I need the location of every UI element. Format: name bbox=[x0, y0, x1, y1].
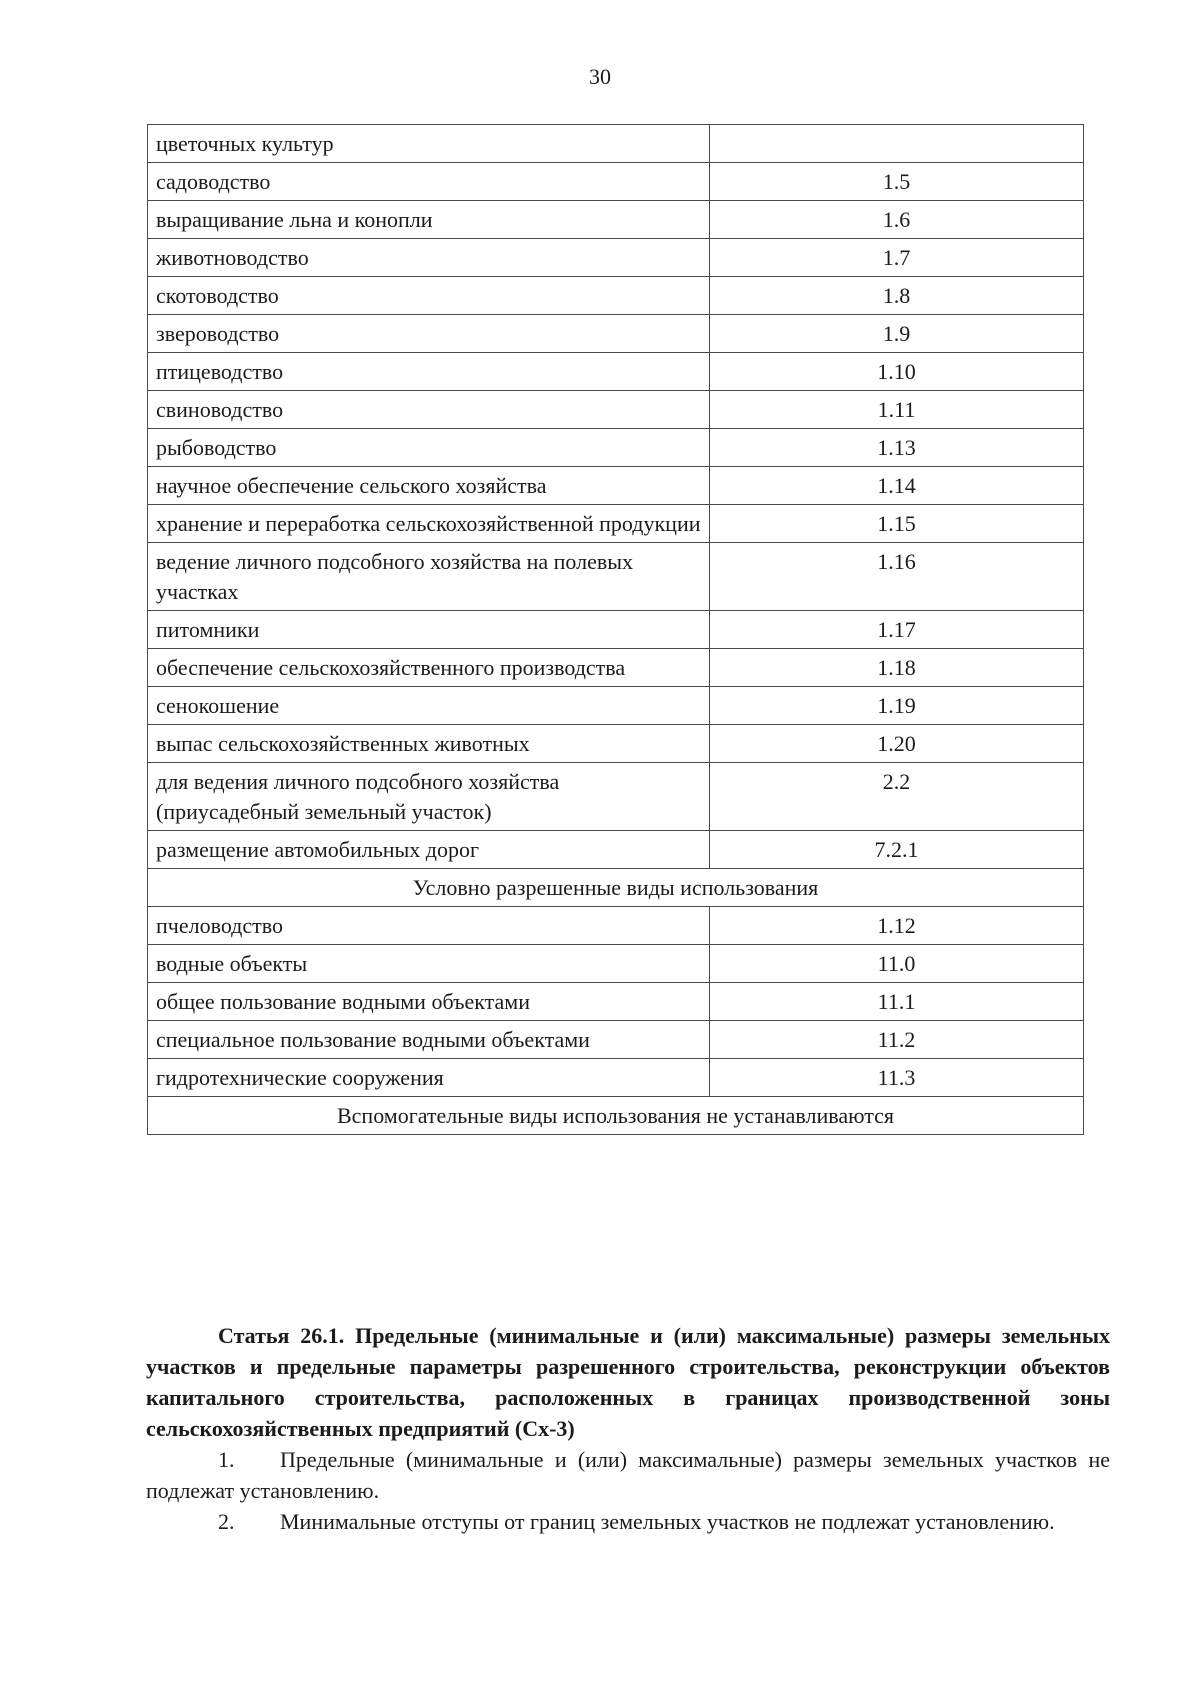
use-code-cell: 1.7 bbox=[710, 239, 1084, 277]
table-row bbox=[148, 1021, 1084, 1059]
table-row bbox=[148, 907, 1084, 945]
use-name-cell: для ведения личного подсобного хозяйства (приусадебный земельный участок) bbox=[148, 763, 710, 831]
use-code-cell: 1.5 bbox=[710, 163, 1084, 201]
table-row bbox=[148, 1059, 1084, 1097]
conditional-uses-header-row bbox=[148, 869, 1084, 907]
article-paragraph-1 bbox=[146, 1444, 1110, 1506]
table-row bbox=[148, 163, 1084, 201]
use-name-cell: общее пользование водными объектами bbox=[148, 983, 710, 1021]
use-code-cell: 1.9 bbox=[710, 315, 1084, 353]
use-name-cell: свиноводство bbox=[148, 391, 710, 429]
use-name-cell: хранение и переработка сельскохозяйственной продукции bbox=[148, 505, 710, 543]
use-name-cell: обеспечение сельскохозяйственного производства bbox=[148, 649, 710, 687]
use-code-cell bbox=[710, 125, 1084, 163]
use-name-cell: птицеводство bbox=[148, 353, 710, 391]
use-code-cell: 1.10 bbox=[710, 353, 1084, 391]
table-row bbox=[148, 505, 1084, 543]
table-row bbox=[148, 649, 1084, 687]
use-name-cell: скотоводство bbox=[148, 277, 710, 315]
use-name-cell: научное обеспечение сельского хозяйства bbox=[148, 467, 710, 505]
use-code-cell: 1.17 bbox=[710, 611, 1084, 649]
use-code-cell: 2.2 bbox=[710, 763, 1084, 831]
table-row bbox=[148, 467, 1084, 505]
use-code-cell: 1.12 bbox=[710, 907, 1084, 945]
table-row bbox=[148, 315, 1084, 353]
page-number: 30 bbox=[589, 64, 611, 89]
use-name-cell: рыбоводство bbox=[148, 429, 710, 467]
use-name-cell: гидротехнические сооружения bbox=[148, 1059, 710, 1097]
use-name-cell: размещение автомобильных дорог bbox=[148, 831, 710, 869]
table-row bbox=[148, 125, 1084, 163]
paragraph-text: Минимальные отступы от границ земельных участков не подлежат установлению. bbox=[280, 1509, 1055, 1534]
conditional-uses-header: Условно разрешенные виды использования bbox=[148, 869, 1084, 907]
use-code-cell: 1.15 bbox=[710, 505, 1084, 543]
table-row bbox=[148, 239, 1084, 277]
use-code-cell: 1.13 bbox=[710, 429, 1084, 467]
table-row bbox=[148, 611, 1084, 649]
use-code-cell: 1.20 bbox=[710, 725, 1084, 763]
use-name-cell: выпас сельскохозяйственных животных bbox=[148, 725, 710, 763]
use-name-cell: ведение личного подсобного хозяйства на полевых участках bbox=[148, 543, 710, 611]
use-code-cell: 11.0 bbox=[710, 945, 1084, 983]
table-row bbox=[148, 945, 1084, 983]
use-code-cell: 1.8 bbox=[710, 277, 1084, 315]
use-name-cell: выращивание льна и конопли bbox=[148, 201, 710, 239]
table-row bbox=[148, 353, 1084, 391]
use-code-cell: 7.2.1 bbox=[710, 831, 1084, 869]
table-row bbox=[148, 201, 1084, 239]
table-row bbox=[148, 725, 1084, 763]
use-code-cell: 11.1 bbox=[710, 983, 1084, 1021]
use-code-cell: 1.18 bbox=[710, 649, 1084, 687]
use-code-cell: 1.11 bbox=[710, 391, 1084, 429]
table-row bbox=[148, 831, 1084, 869]
use-name-cell: питомники bbox=[148, 611, 710, 649]
article-26-1 bbox=[146, 1320, 1110, 1537]
table-row bbox=[148, 429, 1084, 467]
use-code-cell: 1.16 bbox=[710, 543, 1084, 611]
article-paragraph-2 bbox=[146, 1506, 1110, 1537]
use-name-cell: сенокошение bbox=[148, 687, 710, 725]
use-code-cell: 11.2 bbox=[710, 1021, 1084, 1059]
table-row bbox=[148, 763, 1084, 831]
use-code-cell: 1.14 bbox=[710, 467, 1084, 505]
use-code-cell: 1.6 bbox=[710, 201, 1084, 239]
article-title: Статья 26.1. Предельные (минимальные и (или) максимальные) размеры земельных участков и предельные параметры разрешенного строительства, реконструкции объектов капитального строительства, расположенных в границах производственной зоны сельскохозяйственных предприятий (Сх-3) bbox=[146, 1323, 1110, 1441]
use-code-cell: 1.19 bbox=[710, 687, 1084, 725]
table-row bbox=[148, 277, 1084, 315]
permitted-uses-rows bbox=[148, 125, 1084, 869]
use-name-cell: садоводство bbox=[148, 163, 710, 201]
use-name-cell: специальное пользование водными объектами bbox=[148, 1021, 710, 1059]
land-use-table bbox=[147, 124, 1084, 1135]
conditional-uses-rows bbox=[148, 907, 1084, 1097]
use-code-cell: 11.3 bbox=[710, 1059, 1084, 1097]
table-row bbox=[148, 687, 1084, 725]
table-row bbox=[148, 543, 1084, 611]
use-name-cell: животноводство bbox=[148, 239, 710, 277]
use-name-cell: водные объекты bbox=[148, 945, 710, 983]
use-name-cell: цветочных культур bbox=[148, 125, 710, 163]
use-name-cell: пчеловодство bbox=[148, 907, 710, 945]
use-name-cell: звероводство bbox=[148, 315, 710, 353]
paragraph-number: 1. bbox=[218, 1447, 235, 1472]
table-row bbox=[148, 983, 1084, 1021]
table-row bbox=[148, 391, 1084, 429]
paragraph-text: Предельные (минимальные и (или) максимальные) размеры земельных участков не подлежат установлению. bbox=[146, 1447, 1110, 1503]
auxiliary-uses-note: Вспомогательные виды использования не устанавливаются bbox=[148, 1097, 1084, 1135]
paragraph-number: 2. bbox=[218, 1509, 235, 1534]
auxiliary-uses-row bbox=[148, 1097, 1084, 1135]
